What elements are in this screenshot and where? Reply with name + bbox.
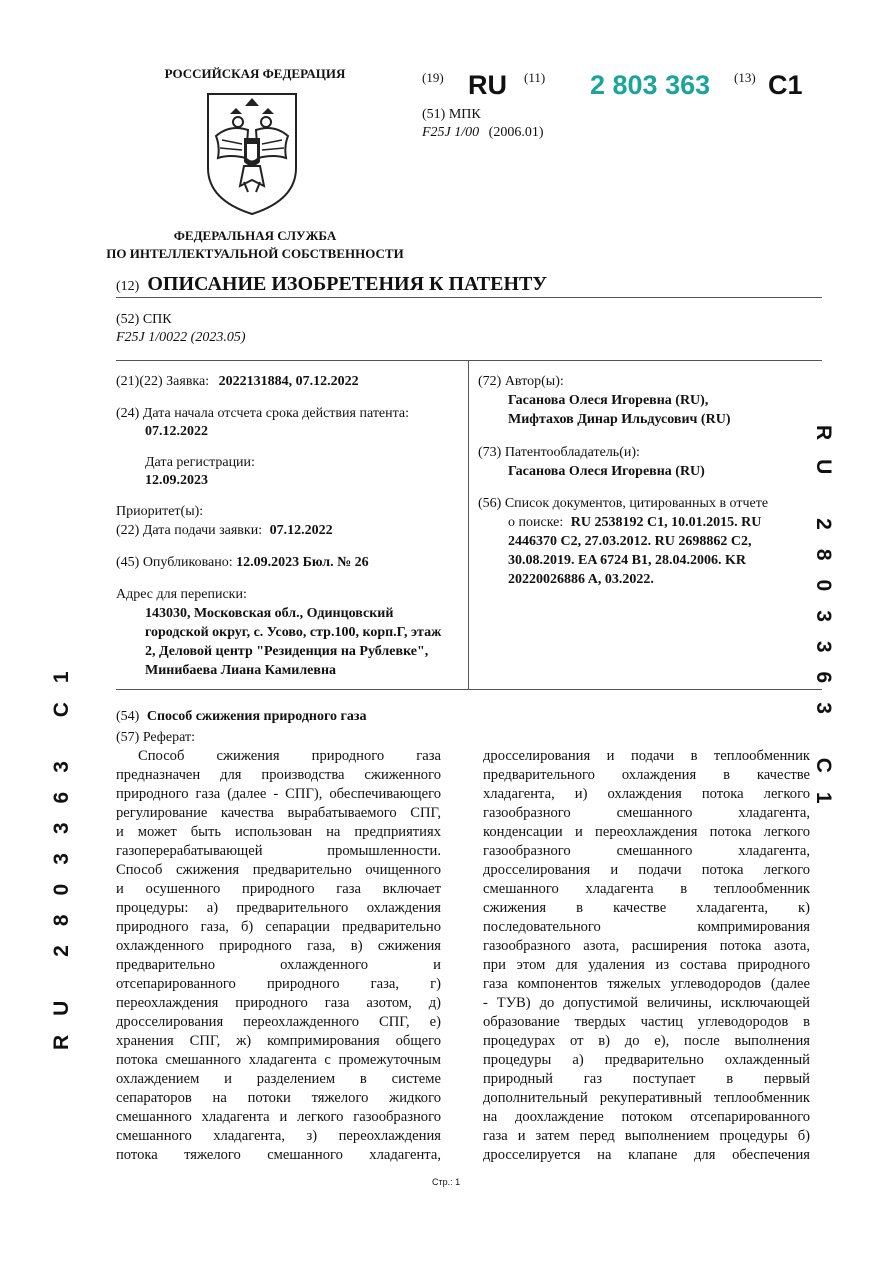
author-name: Гасанова Олеся Игоревна (RU), <box>508 393 709 408</box>
abstract-line: смешанного хладагента и легкого газообразного <box>116 1109 441 1125</box>
abstract-line: газа и затем перед выполнением процедуры б) <box>483 1128 810 1144</box>
abstract-left-column <box>116 747 441 1165</box>
registration-label: Дата регистрации: <box>145 455 255 470</box>
ipc-year: (2006.01) <box>488 125 544 140</box>
abstract-line: при этом для удаления из состава природного <box>483 957 810 973</box>
filing-label: (22) Дата подачи заявки: <box>116 523 263 538</box>
title-code: (54) <box>116 709 140 724</box>
kind-code: C1 <box>768 70 803 100</box>
invention-title: Способ сжижения природного газа <box>146 709 367 724</box>
published-label: (45) Опубликовано: <box>116 555 233 570</box>
abstract-line: потока смешанного хладагента с промежуточным <box>116 1052 441 1068</box>
abstract-line: смешанного хладагента в теплообменник <box>483 881 810 897</box>
abstract-line: газа компонентов тяжелых углеводородов (далее <box>483 976 810 992</box>
abstract-line: газообразного смешанного хладагента, <box>483 843 810 859</box>
address-line: 2, Деловой центр "Резиденция на Рублевке", <box>145 644 429 659</box>
code-19: (19) <box>422 70 444 85</box>
citation-line: RU 2538192 C1, 10.01.2015. RU <box>570 515 762 530</box>
doc-type-title: ОПИСАНИЕ ИЗОБРЕТЕНИЯ К ПАТЕНТУ <box>147 273 548 295</box>
term-start-label: (24) Дата начала отсчета срока действия патента: <box>116 406 410 421</box>
abstract-line: дросселирования и подачи потока легкого <box>483 862 810 878</box>
abstract-line: дросселирования переохлажденного СПГ, е) <box>116 1014 441 1030</box>
side-code-left: RU 2803363 C1 <box>50 652 73 1050</box>
citations-label: (56) Список документов, цитированных в отчете <box>478 496 769 511</box>
abstract-line: дополнительный рекуперативный теплообменник <box>483 1090 810 1106</box>
owner-name: Гасанова Олеся Игоревна (RU) <box>508 464 705 479</box>
abstract-line: сепараторов на потоки тяжелого жидкого <box>116 1090 441 1106</box>
ipc-label: (51) МПК <box>422 107 481 122</box>
abstract-line: процедурах от в) до е), после выполнения <box>483 1033 810 1049</box>
published-value: 12.09.2023 Бюл. № 26 <box>236 555 369 570</box>
citations-prefix: о поиске: <box>508 515 564 530</box>
abstract-line: и может быть использован на предприятиях <box>116 824 441 840</box>
divider <box>116 297 822 298</box>
abstract-label: (57) Реферат: <box>116 730 195 745</box>
side-code-right: RU 2803363 C1 <box>812 425 835 823</box>
abstract-line: охлажденного природного газа, в) сжижения <box>116 938 441 954</box>
abstract-line: предварительного охлаждения в качестве <box>483 767 810 783</box>
abstract-line: газообразного азота, расширения потока азота, <box>483 938 810 954</box>
country-code: RU <box>468 70 507 100</box>
address-label: Адрес для переписки: <box>116 587 247 602</box>
abstract-line: процедуры: а) предварительного охлаждения <box>116 900 441 916</box>
citation-line: 30.08.2019. EA 6724 B1, 28.04.2006. KR <box>508 553 747 568</box>
abstract-line: предварительно охлажденного и <box>116 957 441 973</box>
abstract-line: предназначен для производства сжиженного <box>116 767 441 783</box>
abstract-line: хранения СПГ, ж) компримирования общего <box>116 1033 441 1049</box>
abstract-right-column <box>483 747 810 1165</box>
abstract-line: последовательного компримирования <box>483 919 810 935</box>
coat-of-arms-emblem <box>200 88 304 218</box>
abstract-line: Способ сжижения природного газа <box>138 748 441 764</box>
code-13: (13) <box>734 70 756 85</box>
cpc-value: F25J 1/0022 (2023.05) <box>116 330 246 345</box>
abstract-line: природный газ поступает в первый <box>483 1071 810 1087</box>
application-label: (21)(22) Заявка: <box>116 374 210 389</box>
abstract-line: конденсации и переохлаждения потока легкого <box>483 824 810 840</box>
ipc-class: F25J 1/00 <box>422 125 480 140</box>
authors-label: (72) Автор(ы): <box>478 374 564 389</box>
country-name: РОССИЙСКАЯ ФЕДЕРАЦИЯ <box>164 66 346 81</box>
abstract-line: Способ сжижения предварительно очищенного <box>116 862 441 878</box>
citation-line: 2446370 C2, 27.03.2012. RU 2698862 C2, <box>508 534 752 549</box>
patent-number: 2 803 363 <box>590 70 711 100</box>
abstract-line: - ТУВ) до допустимой величины, исключающей <box>483 995 810 1011</box>
application-value: 2022131884, 07.12.2022 <box>218 374 359 389</box>
priority-label: Приоритет(ы): <box>116 504 204 519</box>
abstract-line: на доохлаждение потоком отсепарированного <box>483 1109 810 1125</box>
owner-label: (73) Патентообладатель(и): <box>478 445 640 460</box>
doc-type-code: (12) <box>116 279 140 294</box>
abstract-line: природного газа (далее - СПГ), обеспечивающего <box>116 786 441 802</box>
abstract-line: регулирование качества вырабатываемого СПГ, <box>116 805 441 821</box>
abstract-line: потока тяжелого смешанного хладагента, <box>116 1147 441 1163</box>
agency-line-2: ПО ИНТЕЛЛЕКТУАЛЬНОЙ СОБСТВЕННОСТИ <box>106 246 404 261</box>
abstract-line: природного газа, б) сепарации предварительно <box>116 919 441 935</box>
address-line: городской округ, с. Усово, стр.100, корп.Г, этаж <box>145 625 442 640</box>
abstract-line: хладагента, и) охлаждения потока легкого <box>483 786 810 802</box>
abstract-line: и осушенного природного газа включает <box>116 881 441 897</box>
abstract-line: охлаждением и разделением в системе <box>116 1071 441 1087</box>
abstract-line: дросселирования и подачи в теплообменник <box>483 748 810 764</box>
filing-value: 07.12.2022 <box>269 523 333 538</box>
registration-value: 12.09.2023 <box>145 473 208 488</box>
page-number: Стр.: 1 <box>432 1177 461 1187</box>
abstract-line: смешанного хладагента, з) переохлаждения <box>116 1128 441 1144</box>
abstract-line: сжижения в качестве хладагента, к) <box>483 900 810 916</box>
column-divider <box>468 361 469 689</box>
divider <box>116 360 822 361</box>
abstract-line: отсепарированного природного газа, г) <box>116 976 441 992</box>
abstract-line: процедуры а) предварительно охлажденный <box>483 1052 810 1068</box>
abstract-line: образование твердых частиц углеводородов в <box>483 1014 810 1030</box>
abstract-line: дросселируется на клапане для обеспечения <box>483 1147 810 1163</box>
divider <box>116 689 822 690</box>
citation-line: 20220026886 A, 03.2022. <box>508 572 654 587</box>
code-11: (11) <box>524 70 546 85</box>
address-line: Минибаева Лиана Камилевна <box>145 663 337 678</box>
author-name: Мифтахов Динар Ильдусович (RU) <box>508 412 731 427</box>
agency-line-1: ФЕДЕРАЛЬНАЯ СЛУЖБА <box>173 228 337 243</box>
abstract-line: газоперерабатывающей промышленности. <box>116 843 441 859</box>
abstract-line: газообразного смешанного хладагента, <box>483 805 810 821</box>
abstract-line: переохлаждения природного газа азотом, д) <box>116 995 441 1011</box>
address-line: 143030, Московская обл., Одинцовский <box>145 606 394 621</box>
cpc-label: (52) СПК <box>116 312 172 327</box>
term-start-value: 07.12.2022 <box>145 424 208 439</box>
